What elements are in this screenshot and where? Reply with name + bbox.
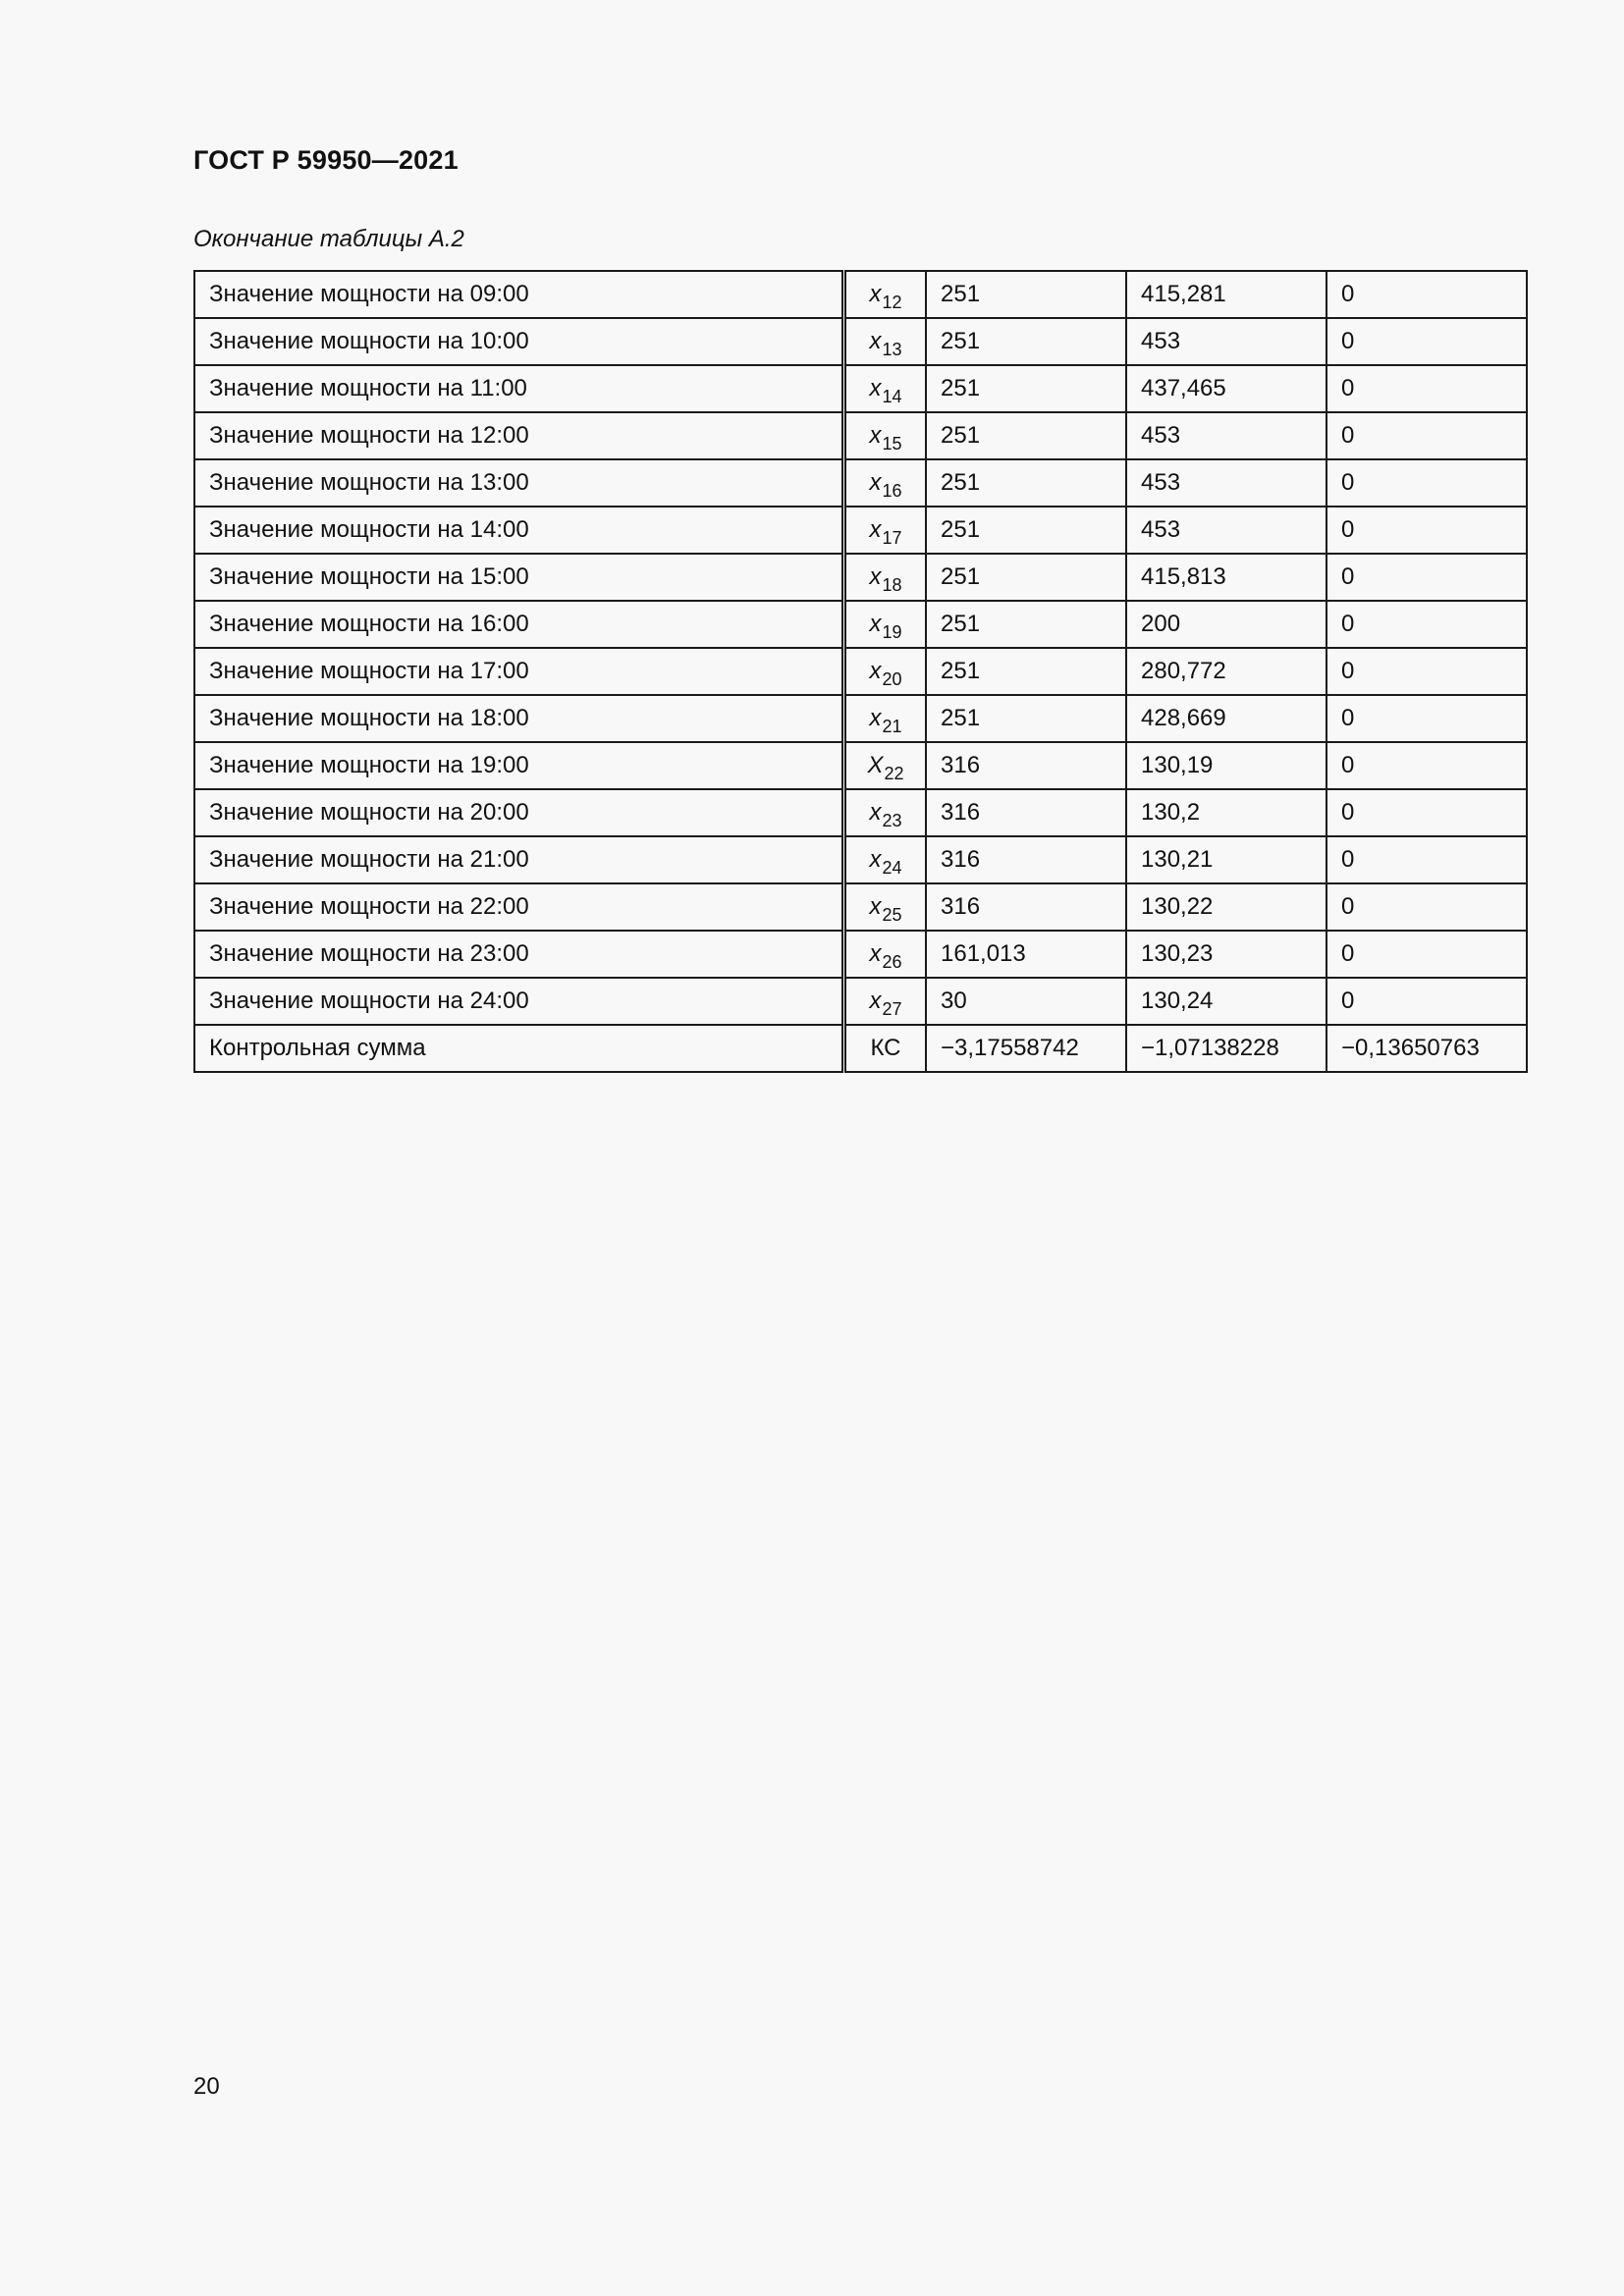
table-row — [194, 836, 1527, 883]
row-value-1-cell: 251 — [926, 648, 1126, 695]
row-name-cell: Значение мощности на 12:00 — [194, 412, 844, 459]
row-value-1-cell: 251 — [926, 601, 1126, 648]
table-row — [194, 318, 1527, 365]
row-value-3-cell: 0 — [1326, 412, 1527, 459]
row-symbol-cell — [844, 271, 927, 318]
row-value-3-cell: 0 — [1326, 318, 1527, 365]
symbol-letter: x — [869, 422, 882, 449]
row-value-1-cell: 316 — [926, 789, 1126, 836]
row-value-1-cell: 251 — [926, 507, 1126, 554]
row-value-1-cell: 251 — [926, 695, 1126, 742]
row-name-cell: Значение мощности на 17:00 — [194, 648, 844, 695]
symbol-letter: x — [869, 375, 882, 401]
table-row — [194, 459, 1527, 507]
symbol-subscript: 20 — [882, 669, 902, 689]
row-name-cell: Значение мощности на 16:00 — [194, 601, 844, 648]
row-value-1-cell: −3,17558742 — [926, 1025, 1126, 1072]
row-symbol-cell — [844, 931, 927, 978]
row-value-3-cell: 0 — [1326, 836, 1527, 883]
row-name-cell: Значение мощности на 21:00 — [194, 836, 844, 883]
row-name-cell: Значение мощности на 22:00 — [194, 883, 844, 931]
row-symbol-cell — [844, 695, 927, 742]
row-value-1-cell: 30 — [926, 978, 1126, 1025]
row-name-cell: Значение мощности на 09:00 — [194, 271, 844, 318]
row-symbol-cell — [844, 507, 927, 554]
row-value-3-cell: 0 — [1326, 789, 1527, 836]
row-value-2-cell: 280,772 — [1126, 648, 1326, 695]
row-value-3-cell: 0 — [1326, 695, 1527, 742]
row-symbol-cell — [844, 601, 927, 648]
row-value-2-cell: 453 — [1126, 459, 1326, 507]
row-value-3-cell: 0 — [1326, 554, 1527, 601]
symbol-letter: КС — [870, 1035, 901, 1061]
row-name-cell: Значение мощности на 11:00 — [194, 365, 844, 412]
row-name-cell: Значение мощности на 20:00 — [194, 789, 844, 836]
symbol-letter: x — [869, 988, 882, 1014]
row-value-1-cell: 251 — [926, 271, 1126, 318]
table-row — [194, 978, 1527, 1025]
row-name-cell: Контрольная сумма — [194, 1025, 844, 1072]
row-name-cell: Значение мощности на 13:00 — [194, 459, 844, 507]
symbol-subscript: 25 — [882, 905, 902, 925]
table-row — [194, 883, 1527, 931]
row-value-3-cell: 0 — [1326, 931, 1527, 978]
table-row — [194, 648, 1527, 695]
row-value-3-cell: 0 — [1326, 507, 1527, 554]
row-value-1-cell: 316 — [926, 836, 1126, 883]
row-value-3-cell: 0 — [1326, 742, 1527, 789]
table-row — [194, 931, 1527, 978]
row-value-3-cell: 0 — [1326, 648, 1527, 695]
row-name-cell: Значение мощности на 14:00 — [194, 507, 844, 554]
row-value-2-cell: 453 — [1126, 507, 1326, 554]
table-row — [194, 554, 1527, 601]
symbol-subscript: 27 — [882, 999, 902, 1019]
symbol-letter: x — [869, 940, 882, 967]
row-symbol-cell — [844, 554, 927, 601]
row-value-1-cell: 251 — [926, 318, 1126, 365]
row-symbol-cell — [844, 836, 927, 883]
symbol-subscript: 15 — [882, 434, 902, 454]
table-row — [194, 507, 1527, 554]
symbol-letter: x — [869, 328, 882, 354]
row-value-3-cell: 0 — [1326, 601, 1527, 648]
row-symbol-cell — [844, 1025, 927, 1072]
symbol-letter: x — [869, 516, 882, 543]
row-symbol-cell — [844, 789, 927, 836]
row-value-1-cell: 251 — [926, 412, 1126, 459]
row-value-1-cell: 161,013 — [926, 931, 1126, 978]
row-symbol-cell — [844, 318, 927, 365]
row-value-1-cell: 316 — [926, 883, 1126, 931]
row-value-3-cell: 0 — [1326, 271, 1527, 318]
row-value-3-cell: 0 — [1326, 365, 1527, 412]
row-name-cell: Значение мощности на 19:00 — [194, 742, 844, 789]
symbol-letter: x — [869, 611, 882, 637]
symbol-subscript: 16 — [882, 481, 902, 501]
symbol-letter: x — [869, 281, 882, 307]
row-value-2-cell: 130,22 — [1126, 883, 1326, 931]
row-symbol-cell — [844, 742, 927, 789]
row-symbol-cell — [844, 412, 927, 459]
symbol-subscript: 14 — [882, 387, 902, 406]
data-table — [193, 270, 1528, 1073]
symbol-subscript: 19 — [882, 622, 902, 642]
symbol-letter: X — [867, 752, 884, 778]
table-row — [194, 271, 1527, 318]
table-row — [194, 695, 1527, 742]
page-number: 20 — [193, 2073, 220, 2100]
symbol-letter: x — [869, 846, 882, 873]
table-row — [194, 789, 1527, 836]
symbol-letter: x — [869, 563, 882, 590]
row-value-2-cell: −1,07138228 — [1126, 1025, 1326, 1072]
row-value-3-cell: 0 — [1326, 883, 1527, 931]
row-value-2-cell: 130,19 — [1126, 742, 1326, 789]
row-value-3-cell: −0,13650763 — [1326, 1025, 1527, 1072]
row-name-cell: Значение мощности на 24:00 — [194, 978, 844, 1025]
row-value-2-cell: 428,669 — [1126, 695, 1326, 742]
table-caption: Окончание таблицы А.2 — [193, 226, 464, 252]
symbol-subscript: 17 — [882, 528, 902, 548]
row-value-2-cell: 453 — [1126, 412, 1326, 459]
row-value-2-cell: 453 — [1126, 318, 1326, 365]
row-name-cell: Значение мощности на 18:00 — [194, 695, 844, 742]
row-name-cell: Значение мощности на 15:00 — [194, 554, 844, 601]
symbol-letter: x — [869, 799, 882, 826]
row-name-cell: Значение мощности на 23:00 — [194, 931, 844, 978]
table-body — [194, 271, 1527, 1072]
symbol-letter: x — [869, 469, 882, 496]
symbol-subscript: 24 — [882, 858, 902, 878]
row-value-1-cell: 251 — [926, 459, 1126, 507]
symbol-letter: x — [869, 705, 882, 731]
row-name-cell: Значение мощности на 10:00 — [194, 318, 844, 365]
symbol-subscript: 13 — [882, 340, 902, 359]
row-value-2-cell: 130,23 — [1126, 931, 1326, 978]
row-value-2-cell: 415,281 — [1126, 271, 1326, 318]
symbol-subscript: 23 — [882, 811, 902, 830]
row-value-2-cell: 200 — [1126, 601, 1326, 648]
table-row — [194, 412, 1527, 459]
row-value-1-cell: 251 — [926, 554, 1126, 601]
document-header: ГОСТ Р 59950—2021 — [193, 145, 459, 175]
row-value-2-cell: 437,465 — [1126, 365, 1326, 412]
row-value-2-cell: 130,21 — [1126, 836, 1326, 883]
symbol-subscript: 18 — [882, 575, 902, 595]
row-symbol-cell — [844, 459, 927, 507]
row-value-1-cell: 251 — [926, 365, 1126, 412]
symbol-subscript: 22 — [884, 764, 904, 783]
row-value-3-cell: 0 — [1326, 978, 1527, 1025]
row-value-2-cell: 415,813 — [1126, 554, 1326, 601]
table-row — [194, 742, 1527, 789]
table-row — [194, 365, 1527, 412]
symbol-letter: x — [869, 658, 882, 684]
table-row — [194, 1025, 1527, 1072]
symbol-subscript: 21 — [882, 717, 902, 736]
row-symbol-cell — [844, 365, 927, 412]
row-value-1-cell: 316 — [926, 742, 1126, 789]
row-value-3-cell: 0 — [1326, 459, 1527, 507]
symbol-letter: x — [869, 893, 882, 920]
row-value-2-cell: 130,24 — [1126, 978, 1326, 1025]
row-value-2-cell: 130,2 — [1126, 789, 1326, 836]
row-symbol-cell — [844, 883, 927, 931]
row-symbol-cell — [844, 648, 927, 695]
symbol-subscript: 12 — [882, 293, 902, 312]
table-row — [194, 601, 1527, 648]
symbol-subscript: 26 — [882, 952, 902, 972]
row-symbol-cell — [844, 978, 927, 1025]
